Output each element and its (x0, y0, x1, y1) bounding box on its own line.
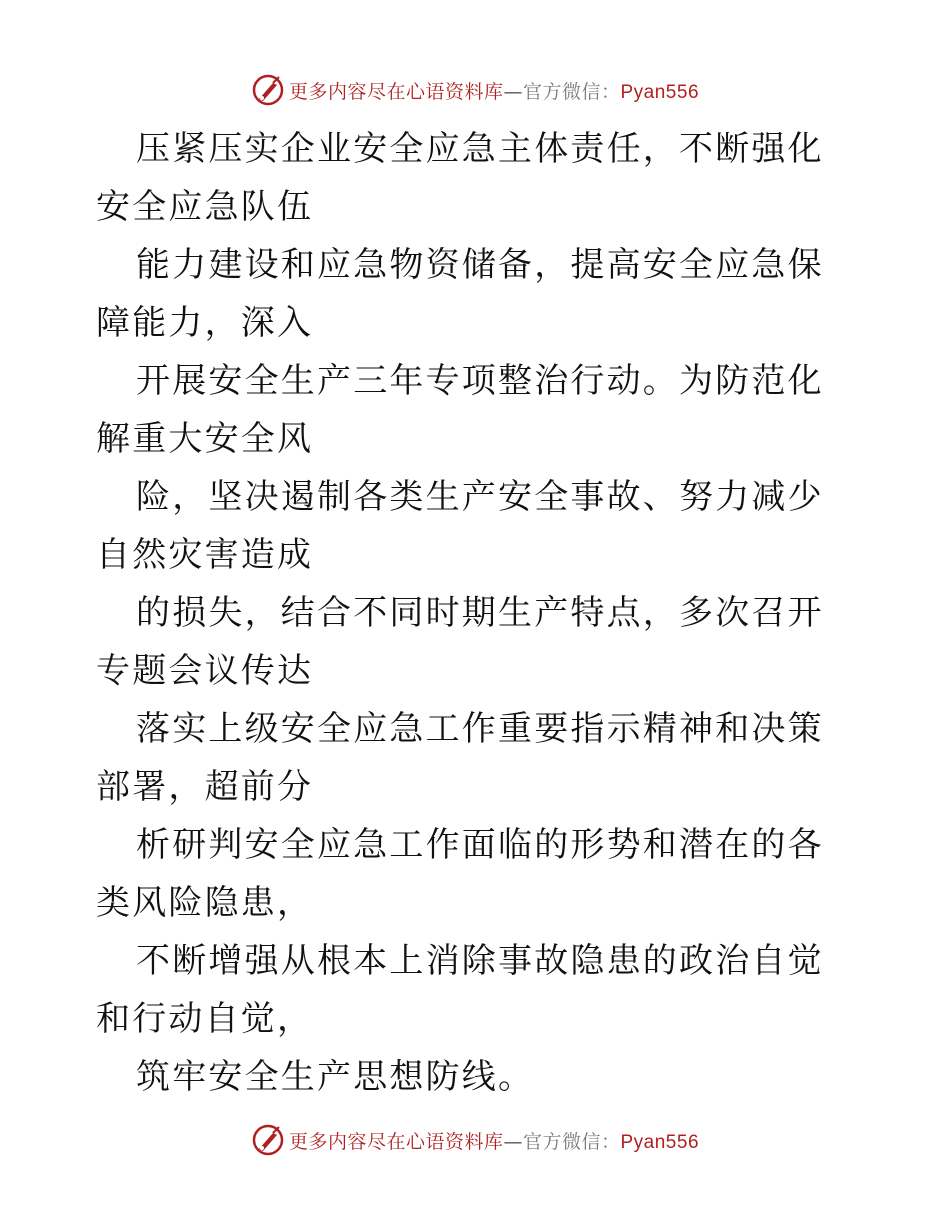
banner-dash: — (503, 1130, 523, 1153)
banner-text (289, 77, 699, 104)
footer-banner (0, 1120, 950, 1160)
paragraph-8: 不断增强从根本上消除事故隐患的政治自觉和行动自觉， (96, 941, 824, 1039)
banner-text (289, 1127, 699, 1154)
paragraph-1: 压紧压实企业安全应急主体责任，不断强化安全应急队伍 (96, 129, 824, 227)
paragraph-4: 险，坚决遏制各类生产安全事故、努力减少自然灾害造成 (96, 477, 824, 575)
paragraph-5: 的损失，结合不同时期生产特点，多次召开专题会议传达 (96, 593, 824, 691)
header-banner (0, 70, 950, 110)
paragraph-9: 筑牢安全生产思想防线。 (136, 1057, 535, 1097)
banner-slogan: 更多内容尽在心语资料库 (288, 1130, 504, 1153)
wechat-label: 官方微信： (522, 1130, 621, 1153)
paragraph-7: 析研判安全应急工作面临的形势和潜在的各类风险隐患， (96, 825, 824, 923)
document-body (96, 120, 856, 1106)
quill-pen-logo-icon (251, 73, 285, 107)
banner-slogan: 更多内容尽在心语资料库 (288, 80, 504, 103)
wechat-label: 官方微信： (522, 80, 621, 103)
paragraph-3: 开展安全生产三年专项整治行动。为防范化解重大安全风 (96, 361, 824, 459)
wechat-id: Pyan556 (620, 1131, 700, 1153)
paragraph-6: 落实上级安全应急工作重要指示精神和决策部署，超前分 (96, 709, 824, 807)
quill-pen-logo-icon (251, 1123, 285, 1157)
paragraph-2: 能力建设和应急物资储备，提高安全应急保障能力，深入 (96, 245, 824, 343)
banner-dash: — (503, 80, 523, 103)
wechat-id: Pyan556 (620, 81, 700, 103)
